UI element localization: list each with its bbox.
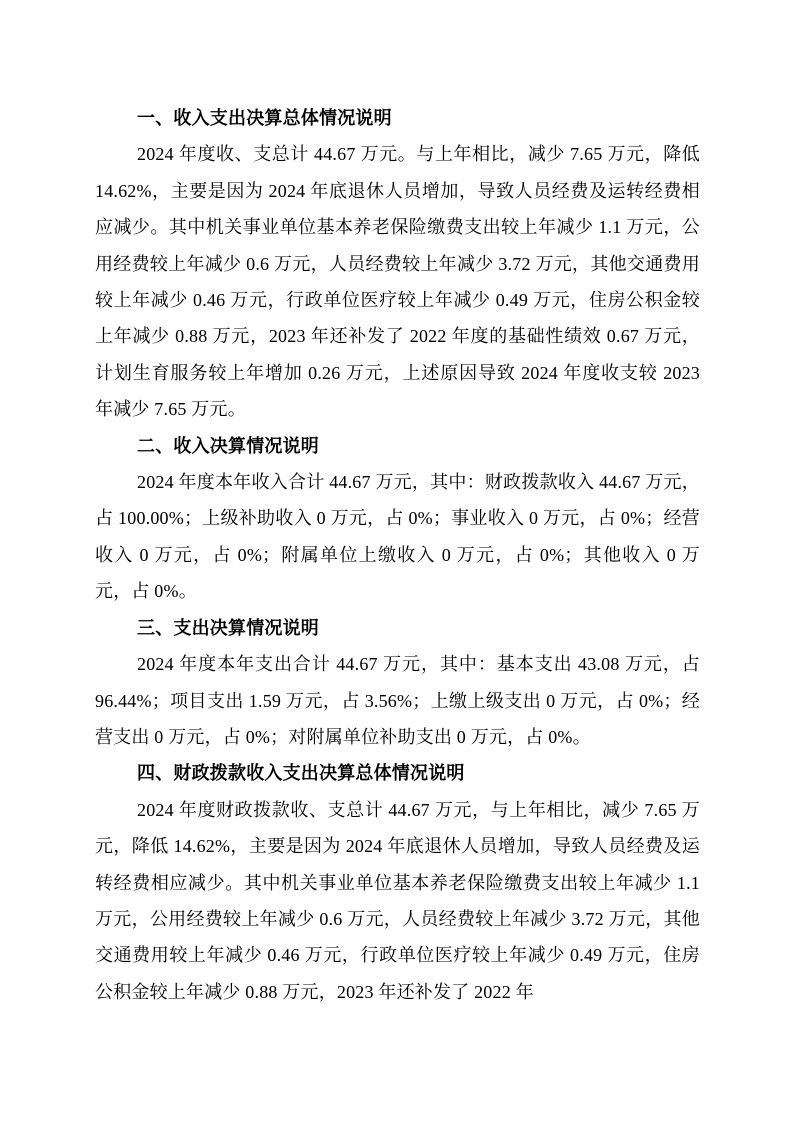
section-heading-expenditure-statement: 三、支出决算情况说明 xyxy=(137,617,319,638)
section-heading-income-expenditure-overview: 一、收入支出决算总体情况说明 xyxy=(137,108,392,128)
section-heading-fiscal-appropriation-overview: 四、财政拨款收入支出决算总体情况说明 xyxy=(137,763,465,784)
section-paragraph-income-expenditure-overview: 2024 年度收、支总计 44.67 万元。与上年相比，减少 7.65 万元，降低 14.62%，主要是因为 2024 年底退休人员增加，导致人员经费及运转经费相应减少。其中机关事业单位基本养老保险缴费支出较上年减少 1.1 万元，公用经费较上年减少 0.6 万元，人员经费较上年减少 3.72 万元，其他交通费用较上年减少 0.46 万元，行政单位医疗较上年减少 0.49 万元，住房公积金较上年减少 0.88 万元，2023 年还补发了 2022 年度的基础性绩效 0.67 万元，计划生育服务较上年增加 0.26 万元，上述原因导致 2024 年度收支较 2023 年减少 7.65 万元。 xyxy=(95,144,700,420)
section-paragraph-fiscal-appropriation-overview: 2024 年度财政拨款收、支总计 44.67 万元，与上年相比，减少 7.65 万元，降低 14.62%，主要是因为 2024 年底退休人员增加，导致人员经费及运转经费相应减少。其中机关事业单位基本养老保险缴费支出较上年减少 1.1 万元，公用经费较上年减少 0.6 万元，人员经费较上年减少 3.72 万元，其他交通费用较上年减少 0.46 万元，行政单位医疗较上年减少 0.49 万元，住房公积金较上年减少 0.88 万元，2023 年还补发了 2022 年 xyxy=(95,799,700,1002)
section-heading-income-statement: 二、收入决算情况说明 xyxy=(137,435,319,456)
section-paragraph-income-statement: 2024 年度本年收入合计 44.67 万元，其中：财政拨款收入 44.67 万元，占 100.00%；上级补助收入 0 万元，占 0%；事业收入 0 万元，占 0%；经营收入 0 万元，占 0%；附属单位上缴收入 0 万元，占 0%；其他收入 0 万元，占 0%。 xyxy=(95,472,700,602)
section-paragraph-expenditure-statement: 2024 年度本年支出合计 44.67 万元，其中：基本支出 43.08 万元，占 96.44%；项目支出 1.59 万元，占 3.56%；上缴上级支出 0 万元，占 0%；经营支出 0 万元，占 0%；对附属单位补助支出 0 万元，占 0%。 xyxy=(95,654,700,747)
document-body xyxy=(95,100,700,1010)
